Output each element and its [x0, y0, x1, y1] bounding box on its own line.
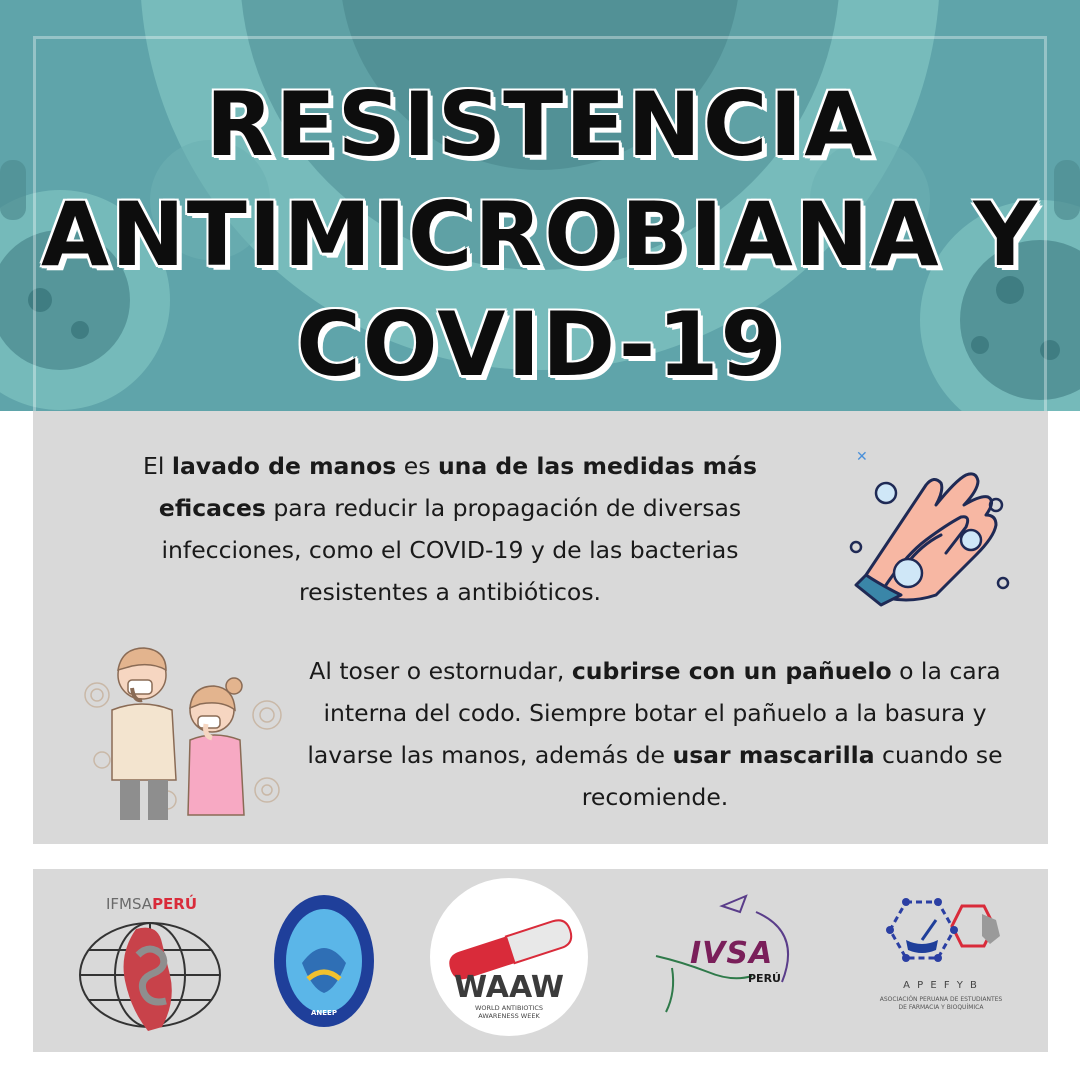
ivsa-peru-label: PERÚ	[748, 972, 781, 985]
bold-segment: una de las medidas más eficaces	[158, 452, 757, 522]
title-line-3: COVID-19	[296, 293, 784, 396]
waaw-logo	[430, 878, 588, 1036]
text-segment: es	[396, 452, 438, 480]
masked-people-coughing-illustration	[72, 640, 292, 825]
ivsa-peru-logo	[652, 892, 812, 1016]
waaw-name: WAAW	[454, 970, 564, 1005]
cough-etiquette-paragraph	[300, 650, 1010, 818]
bold-segment: cubrirse con un pañuelo	[571, 657, 892, 685]
waaw-subtitle-1: WORLD ANTIBIOTICS	[475, 1004, 543, 1012]
title-line-2: ANTIMICROBIANA Y	[40, 183, 1040, 286]
aneep-label: ANEEP	[311, 1009, 337, 1017]
bold-segment: lavado de manos	[171, 452, 397, 480]
ifmsa-peru-text: PERÚ	[152, 895, 198, 913]
text-segment: para reducir la propagación de diversas infecciones, como el COVID-19 y de las bacterias resistentes a antibióticos.	[161, 494, 742, 606]
text-segment: El	[143, 452, 172, 480]
poster-title	[0, 70, 1080, 400]
title-line-1: RESISTENCIA	[205, 73, 875, 176]
text-segment: Al toser o estornudar,	[309, 657, 572, 685]
apefyb-name: A P E F Y B	[903, 980, 979, 991]
apefyb-subtitle-1: ASOCIACIÓN PERUANA DE ESTUDIANTES	[879, 996, 1003, 1003]
ifmsa-text: IFMSA	[106, 895, 153, 913]
handwashing-paragraph	[100, 445, 800, 613]
svg-text:✕: ✕	[856, 449, 868, 465]
waaw-subtitle-2: AWARENESS WEEK	[478, 1012, 540, 1020]
hand-washing-illustration	[846, 445, 1016, 615]
ifmsa-peru-logo	[78, 893, 228, 1033]
apefyb-subtitle-2: DE FARMACIA Y BIOQUÍMICA	[898, 1004, 984, 1011]
molecule-icon	[866, 896, 1016, 976]
text-segment: o la cara interna del codo. Siempre botar el pañuelo a la basura y lavarse las manos, además de	[307, 657, 1001, 769]
globe-icon	[78, 915, 228, 1035]
ivsa-name: IVSA	[690, 936, 774, 971]
apefyb-logo	[866, 896, 1016, 1020]
aneep-logo	[272, 893, 376, 1029]
text-segment: cuando se recomiende.	[581, 741, 1003, 811]
bold-segment: usar mascarilla	[672, 741, 875, 769]
